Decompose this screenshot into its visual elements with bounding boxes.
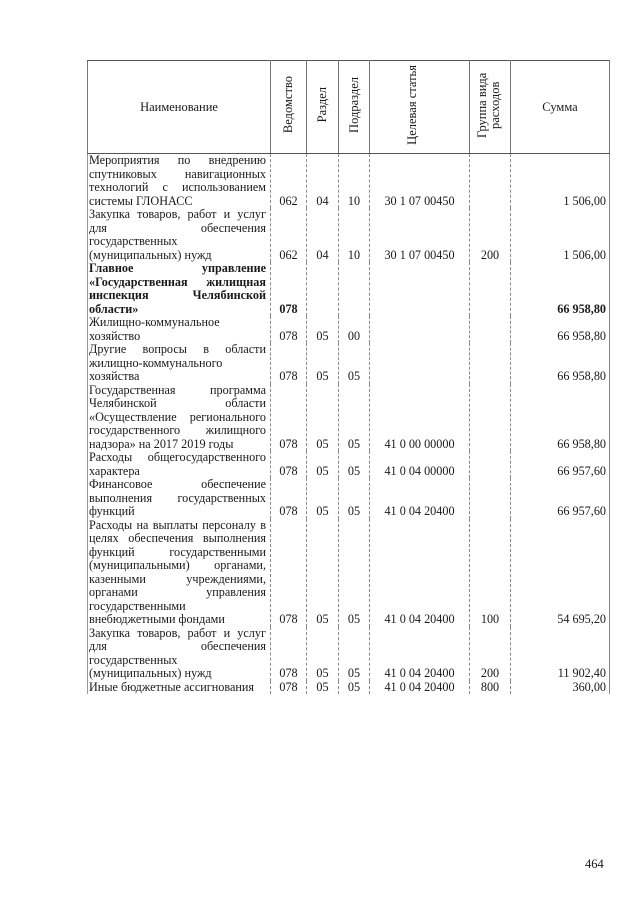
row-name: Главное управление «Государственная жилищная инспекция Челябинской области» xyxy=(88,262,271,316)
table-row xyxy=(88,627,610,681)
row-expense-group xyxy=(470,154,511,209)
row-subsection: 05 xyxy=(339,384,370,452)
row-expense-group xyxy=(470,343,511,384)
header-department: Ведомство xyxy=(271,61,307,154)
row-subsection: 00 xyxy=(339,316,370,343)
row-target-article: 30 1 07 00450 xyxy=(370,208,470,262)
table-row xyxy=(88,451,610,478)
row-name: Закупка товаров, работ и услуг для обеспечения государственных (муниципальных) нужд xyxy=(88,208,271,262)
row-amount: 360,00 xyxy=(511,681,610,695)
row-target-article: 41 0 00 00000 xyxy=(370,384,470,452)
row-expense-group: 200 xyxy=(470,627,511,681)
row-amount: 66 958,80 xyxy=(511,343,610,384)
row-department: 078 xyxy=(271,627,307,681)
row-department: 078 xyxy=(271,519,307,627)
row-expense-group xyxy=(470,384,511,452)
row-subsection: 10 xyxy=(339,154,370,209)
row-section: 05 xyxy=(307,681,339,695)
row-section: 05 xyxy=(307,343,339,384)
row-name: Финансовое обеспечение выполнения государственных функций xyxy=(88,478,271,519)
table-row xyxy=(88,154,610,209)
row-amount: 66 958,80 xyxy=(511,262,610,316)
row-department: 078 xyxy=(271,316,307,343)
row-subsection: 10 xyxy=(339,208,370,262)
row-department: 062 xyxy=(271,208,307,262)
row-amount: 54 695,20 xyxy=(511,519,610,627)
row-section: 05 xyxy=(307,384,339,452)
row-amount: 1 506,00 xyxy=(511,208,610,262)
row-expense-group xyxy=(470,478,511,519)
row-subsection: 05 xyxy=(339,451,370,478)
row-section: 05 xyxy=(307,478,339,519)
row-amount: 66 958,80 xyxy=(511,384,610,452)
row-subsection: 05 xyxy=(339,478,370,519)
row-name: Жилищно-коммунальное хозяйство xyxy=(88,316,271,343)
row-expense-group xyxy=(470,316,511,343)
table-row xyxy=(88,262,610,316)
row-subsection: 05 xyxy=(339,343,370,384)
row-name: Другие вопросы в области жилищно-коммунального хозяйства xyxy=(88,343,271,384)
header-amount: Сумма xyxy=(511,61,610,154)
row-subsection: 05 xyxy=(339,681,370,695)
row-target-article: 41 0 04 20400 xyxy=(370,681,470,695)
row-expense-group: 200 xyxy=(470,208,511,262)
row-section: 04 xyxy=(307,154,339,209)
row-department: 078 xyxy=(271,478,307,519)
row-subsection: 05 xyxy=(339,519,370,627)
row-target-article xyxy=(370,343,470,384)
row-amount: 66 957,60 xyxy=(511,478,610,519)
header-name: Наименование xyxy=(88,61,271,154)
row-name: Закупка товаров, работ и услуг для обеспечения государственных (муниципальных) нужд xyxy=(88,627,271,681)
row-amount: 1 506,00 xyxy=(511,154,610,209)
row-department: 078 xyxy=(271,384,307,452)
row-section xyxy=(307,262,339,316)
row-name: Мероприятия по внедрению спутниковых навигационных технологий с использованием системы ГЛОНАСС xyxy=(88,154,271,209)
row-name: Расходы общегосударственного характера xyxy=(88,451,271,478)
row-department: 062 xyxy=(271,154,307,209)
row-target-article: 41 0 04 20400 xyxy=(370,627,470,681)
row-name: Иные бюджетные ассигнования xyxy=(88,681,271,695)
table-header-row xyxy=(88,61,610,154)
table-row xyxy=(88,519,610,627)
row-subsection xyxy=(339,262,370,316)
page-number: 464 xyxy=(585,857,604,871)
row-expense-group: 800 xyxy=(470,681,511,695)
header-section: Раздел xyxy=(307,61,339,154)
row-section: 05 xyxy=(307,519,339,627)
row-amount: 11 902,40 xyxy=(511,627,610,681)
row-target-article: 41 0 04 20400 xyxy=(370,519,470,627)
header-subsection: Подраздел xyxy=(339,61,370,154)
row-section: 04 xyxy=(307,208,339,262)
table-row xyxy=(88,343,610,384)
row-section: 05 xyxy=(307,316,339,343)
row-name: Расходы на выплаты персоналу в целях обеспечения выполнения функций государственными (муниципальными) органами, казенными учреждениями, органами управления государственными внебюджетными фондами xyxy=(88,519,271,627)
row-section: 05 xyxy=(307,451,339,478)
row-department: 078 xyxy=(271,451,307,478)
row-expense-group xyxy=(470,262,511,316)
table-row xyxy=(88,316,610,343)
row-target-article: 30 1 07 00450 xyxy=(370,154,470,209)
row-expense-group: 100 xyxy=(470,519,511,627)
budget-table xyxy=(87,60,610,694)
row-target-article xyxy=(370,262,470,316)
row-target-article: 41 0 04 00000 xyxy=(370,451,470,478)
row-department: 078 xyxy=(271,681,307,695)
table-row xyxy=(88,208,610,262)
row-expense-group xyxy=(470,451,511,478)
row-department: 078 xyxy=(271,262,307,316)
table-row xyxy=(88,478,610,519)
row-section: 05 xyxy=(307,627,339,681)
row-target-article xyxy=(370,316,470,343)
header-expense-group: Группа вида расходов xyxy=(470,61,511,154)
row-subsection: 05 xyxy=(339,627,370,681)
row-department: 078 xyxy=(271,343,307,384)
row-target-article: 41 0 04 20400 xyxy=(370,478,470,519)
row-amount: 66 957,60 xyxy=(511,451,610,478)
table-row xyxy=(88,681,610,695)
table-row xyxy=(88,384,610,452)
row-amount: 66 958,80 xyxy=(511,316,610,343)
row-name: Государственная программа Челябинской области «Осуществление регионального государственного жилищного надзора» на 2017 2019 годы xyxy=(88,384,271,452)
header-target-article: Целевая статья xyxy=(370,61,470,154)
